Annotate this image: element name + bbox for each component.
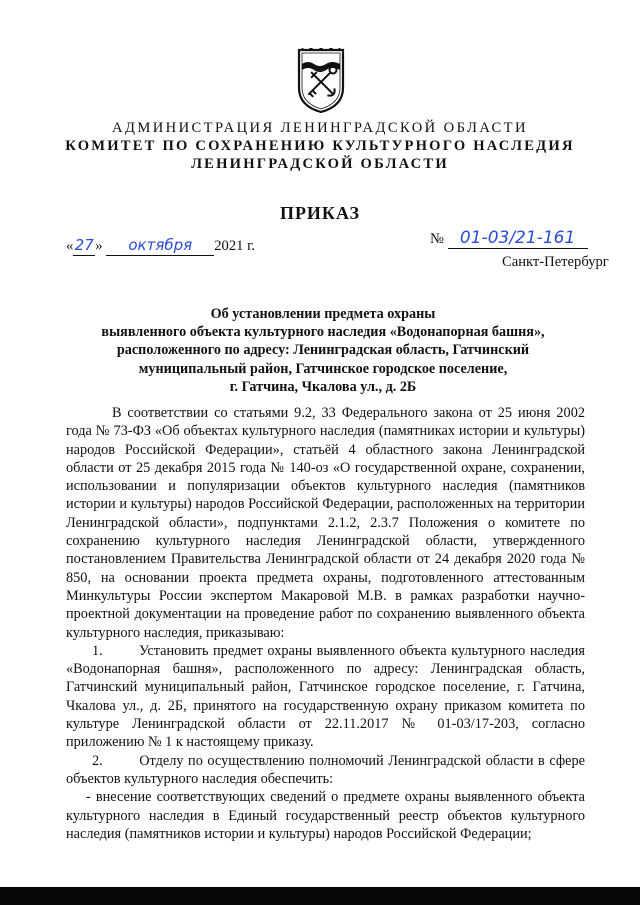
date-month: октября [128,236,193,254]
subject-line: выявленного объекта культурного наследия «Водонапорная башня», [101,324,545,341]
date-year: 2021 г. [214,238,256,254]
subject-line: Об установлении предмета охраны [210,306,436,322]
preamble-paragraph: В соответствии со статьями 9.2, 33 Федерального закона от 25 июня 2002 года № 73-ФЗ «Об объектах культурного наследия (памятниках истории и культуры) народов Российской Федерации», статьёй 4 областного закона Ленинградской области от 25 декабря 2015 года № 140-оз «О государственной охране, сохранении, использовании и популяризации объектов культурного наследия (памятников истории и культуры) народов Российской Федерации, расположенных на территории Ленинградской области», подпунктами 2.1.2, 2.3.7 Положения о комитете по сохранению культурного наследия Ленинградской области, утвержденного постановлением Правительства Ленинградской области от 24 декабря 2020 года № 850, на основании проекта предмета охраны, подготовленного аттестованным Минкультуры России экспертом Макаровой М.В. в рамках разработки научно-проектной документации на проведение работ по сохранению выявленного объекта культурного наследия, приказываю: [66,405,585,641]
subject-line: г. Гатчина, Чкалова ул., д. 2Б [229,378,417,395]
order-subject [60,305,586,396]
order-date [66,236,255,256]
place-of-issue: Санкт-Петербург [502,254,609,270]
scan-edge-bar [0,887,640,905]
order-body [66,404,589,843]
date-open-quote: « [66,238,74,254]
date-close-quote: » [95,238,103,254]
document-type-title: ПРИКАЗ [279,203,361,223]
date-day: 27 [74,236,94,254]
administration-title: АДМИНИСТРАЦИЯ ЛЕНИНГРАДСКОЙ ОБЛАСТИ [112,120,528,136]
order-item-1: 1. Установить предмет охраны выявленного объекта культурного наследия «Водонапорная башня», расположенного по адресу: Ленинградская область, Гатчинский муниципальный район, Гатчинское городское поселение, г. Гатчина, Чкалова ул., д. 2Б, принятого на государственную охрану приказом комитета по культуре Ленинградской области от 22.11.2017 № 01-03/17-203, согласно приложению № 1 к настоящему приказу. [66,642,589,751]
number-prefix: № [430,231,444,247]
committee-title: КОМИТЕТ ПО СОХРАНЕНИЮ КУЛЬТУРНОГО НАСЛЕДИЯ [65,138,575,154]
subject-line: расположенного по адресу: Ленинградская область, Гатчинский [116,342,530,359]
coat-of-arms-icon [296,48,346,114]
region-title: ЛЕНИНГРАДСКОЙ ОБЛАСТИ [191,156,449,172]
subject-line: муниципальный район, Гатчинское городское поселение, [138,360,508,377]
order-item-2-subitem: - внесение соответствующих сведений о предмете охраны выявленного объекта культурного наследия в Единый государственный реестр объектов культурного наследия (памятников истории и культуры) народов Российской Федерации; [66,789,585,842]
number-value: 01-03/21-161 [459,228,576,248]
order-number [430,228,588,249]
order-item-2: 2. Отделу по осуществлению полномочий Ленинградской области в сфере объектов культурного наследия обеспечить: [66,752,589,787]
